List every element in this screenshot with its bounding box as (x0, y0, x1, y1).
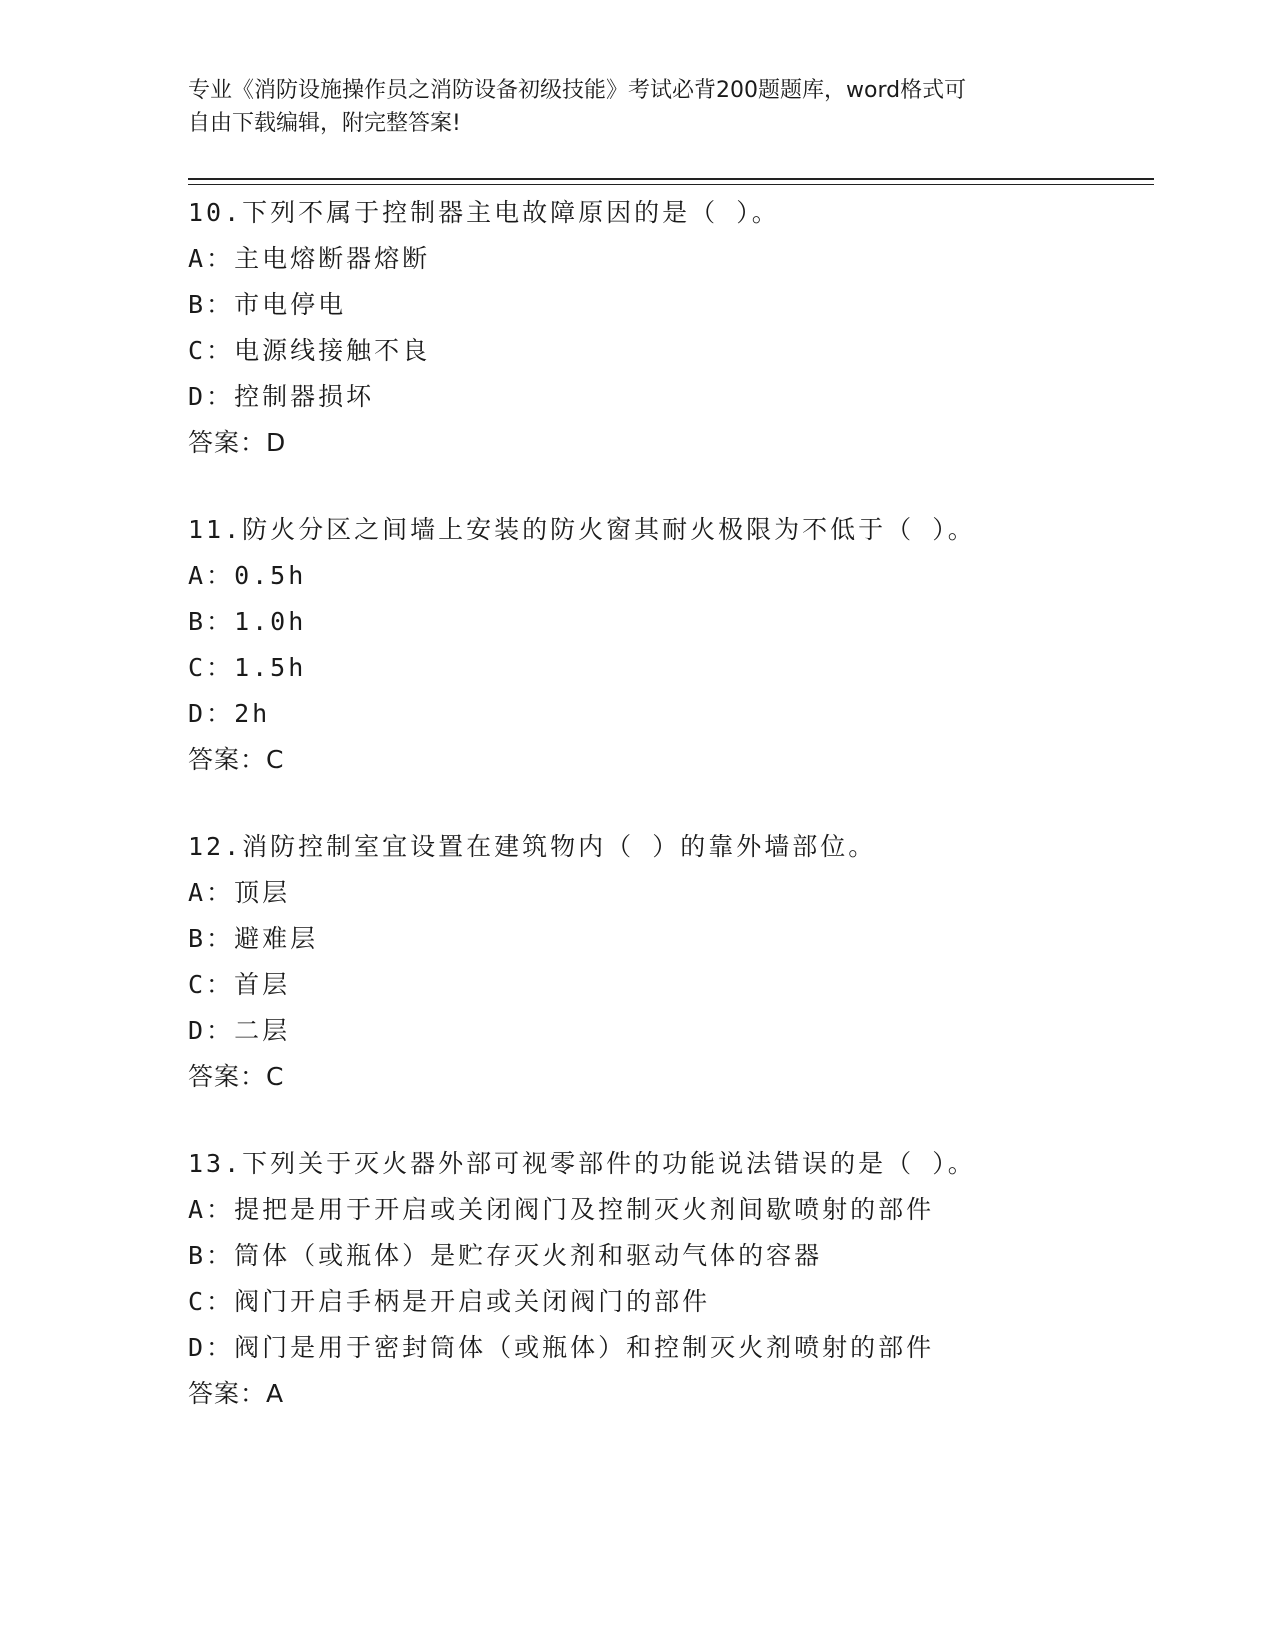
option-text: 1.5h (234, 653, 307, 682)
option-key: A： (188, 244, 235, 273)
option-b (188, 1233, 1154, 1279)
option-a (188, 870, 1154, 916)
option-text: 筒体（或瓶体）是贮存灭火剂和驱动气体的容器 (234, 1241, 823, 1270)
option-c (188, 645, 1154, 691)
option-text: 首层 (234, 970, 291, 999)
option-text: 阀门是用于密封筒体（或瓶体）和控制灭火剂喷射的部件 (234, 1333, 935, 1362)
question-stem: 12.消防控制室宜设置在建筑物内（ ）的靠外墙部位。 (188, 832, 877, 861)
option-key: C： (188, 653, 235, 682)
header-divider-thick (188, 178, 1154, 180)
question-10 (188, 190, 1154, 466)
question-stem: 11.防火分区之间墙上安装的防火窗其耐火极限为不低于（ ）。 (188, 515, 976, 544)
answer-line: 答案：C (188, 1062, 285, 1091)
option-text: 顶层 (234, 878, 291, 907)
option-a (188, 236, 1154, 282)
option-text: 二层 (234, 1016, 291, 1045)
option-text: 避难层 (234, 924, 319, 953)
option-key: A： (188, 878, 235, 907)
option-key: D： (188, 699, 235, 728)
answer-line: 答案：C (188, 745, 285, 774)
option-b (188, 282, 1154, 328)
option-a (188, 1187, 1154, 1233)
question-stem: 10.下列不属于控制器主电故障原因的是（ ）。 (188, 198, 780, 227)
option-key: C： (188, 1287, 235, 1316)
option-text: 市电停电 (234, 290, 347, 319)
option-b (188, 599, 1154, 645)
option-key: D： (188, 1333, 235, 1362)
header-line-2: 自由下载编辑，附完整答案! (188, 111, 461, 136)
option-d (188, 1008, 1154, 1054)
question-list (188, 190, 1154, 1458)
option-key: A： (188, 561, 235, 590)
option-key: A： (188, 1195, 235, 1224)
option-text: 提把是用于开启或关闭阀门及控制灭火剂间歇喷射的部件 (234, 1195, 935, 1224)
option-c (188, 328, 1154, 374)
option-text: 0.5h (234, 561, 307, 590)
option-text: 2h (234, 699, 271, 728)
document-header (188, 74, 1088, 140)
option-text: 阀门开启手柄是开启或关闭阀门的部件 (234, 1287, 711, 1316)
option-text: 1.0h (234, 607, 307, 636)
option-text: 控制器损坏 (234, 382, 375, 411)
option-c (188, 962, 1154, 1008)
option-key: B： (188, 924, 235, 953)
answer-line: 答案：D (188, 428, 287, 457)
option-key: B： (188, 290, 235, 319)
option-key: D： (188, 382, 235, 411)
option-text: 电源线接触不良 (234, 336, 431, 365)
option-key: B： (188, 607, 235, 636)
option-c (188, 1279, 1154, 1325)
option-key: B： (188, 1241, 235, 1270)
header-divider-thin (188, 184, 1154, 185)
question-13 (188, 1141, 1154, 1417)
question-12 (188, 824, 1154, 1100)
question-stem: 13.下列关于灭火器外部可视零部件的功能说法错误的是（ ）。 (188, 1149, 976, 1178)
option-d (188, 691, 1154, 737)
option-key: C： (188, 336, 235, 365)
option-key: C： (188, 970, 235, 999)
option-a (188, 553, 1154, 599)
answer-line: 答案：A (188, 1379, 285, 1408)
option-d (188, 1325, 1154, 1371)
option-key: D： (188, 1016, 235, 1045)
header-line-1: 专业《消防设施操作员之消防设备初级技能》考试必背200题题库，word格式可 (188, 78, 967, 103)
option-d (188, 374, 1154, 420)
option-text: 主电熔断器熔断 (234, 244, 431, 273)
option-b (188, 916, 1154, 962)
question-11 (188, 507, 1154, 783)
